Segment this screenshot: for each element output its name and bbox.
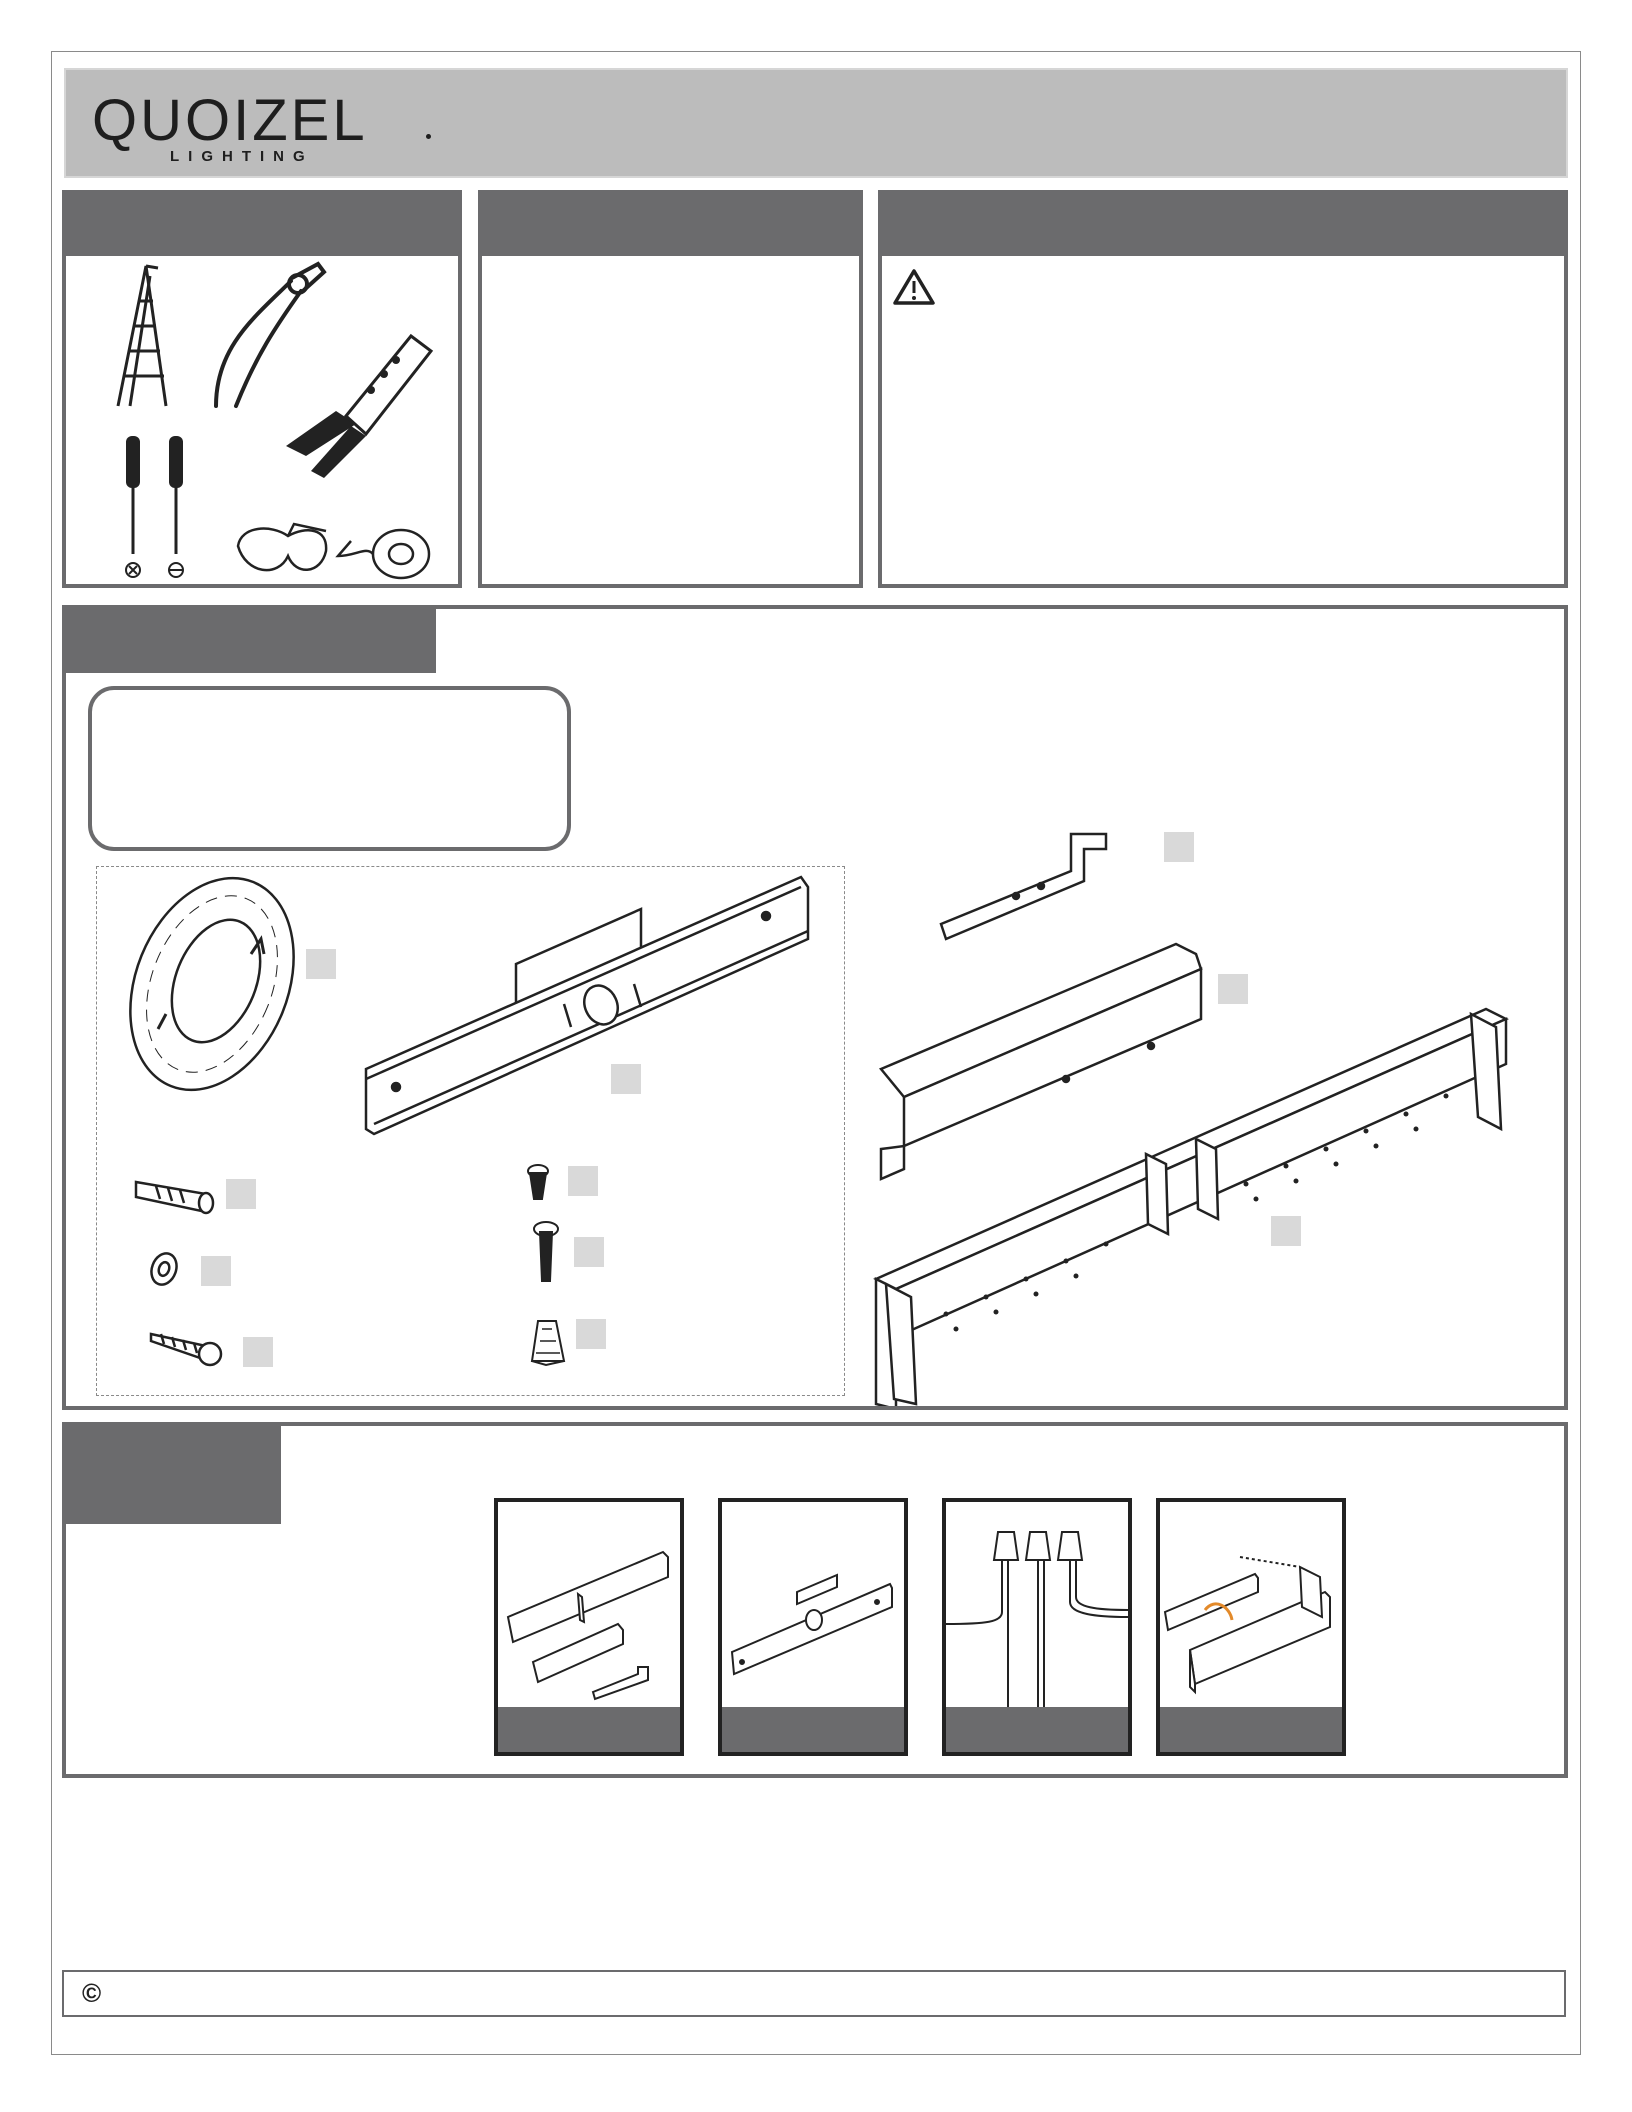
step-1-illustration — [498, 1502, 680, 1712]
header-banner — [64, 68, 1568, 178]
step-3-bar — [946, 1707, 1128, 1752]
parts-illustration — [66, 609, 1564, 1406]
part-callout-f — [568, 1166, 598, 1196]
part-callout-k — [1271, 1216, 1301, 1246]
tools-illustration — [66, 256, 458, 586]
part-callout-e — [243, 1337, 273, 1367]
part-callout-d — [201, 1256, 231, 1286]
step-ladder-icon — [118, 266, 166, 406]
step-1-card — [494, 1498, 684, 1756]
part-callout-b — [611, 1064, 641, 1094]
step-2-illustration — [722, 1502, 904, 1712]
pliers-icon — [216, 264, 324, 406]
short-screw-icon — [528, 1165, 548, 1199]
washer-icon — [147, 1250, 180, 1288]
step-4-illustration — [1160, 1502, 1342, 1712]
channel-cover-icon — [881, 944, 1201, 1179]
step-2-card — [718, 1498, 908, 1756]
part-callout-j — [1218, 974, 1248, 1004]
flathead-screwdriver-icon — [169, 436, 183, 577]
box-contents-section — [478, 190, 863, 588]
tools-section — [62, 190, 462, 588]
step-4-card — [1156, 1498, 1346, 1756]
wood-screw-icon — [151, 1334, 221, 1365]
machine-screw-icon — [534, 1222, 558, 1281]
brand-logo: QUOIZEL — [92, 88, 368, 153]
mounting-bracket-icon — [366, 877, 808, 1134]
box-contents-heading-bar — [482, 194, 859, 256]
step-3-illustration — [946, 1502, 1128, 1712]
footer-bar — [62, 1970, 1566, 2017]
parts-section — [62, 605, 1568, 1410]
brand-tagline: LIGHTING — [170, 148, 314, 165]
warning-triangle-icon — [892, 268, 936, 306]
safety-section — [878, 190, 1568, 588]
step-3-card — [942, 1498, 1132, 1756]
tools-heading-bar — [66, 194, 458, 256]
wire-nut-icon — [532, 1321, 564, 1365]
safety-heading-bar — [882, 194, 1564, 256]
steps-section — [62, 1422, 1568, 1778]
part-callout-c — [226, 1179, 256, 1209]
part-callout-h — [576, 1319, 606, 1349]
part-callout-g — [574, 1237, 604, 1267]
step-4-bar — [1160, 1707, 1342, 1752]
electrical-tape-icon — [338, 530, 429, 578]
part-callout-a — [306, 949, 336, 979]
phillips-screwdriver-icon — [126, 436, 140, 577]
wall-anchor-icon — [136, 1182, 213, 1213]
wire-stripper-icon — [286, 336, 431, 478]
step-1-bar — [498, 1707, 680, 1752]
steps-heading-bar — [66, 1426, 281, 1524]
copyright-symbol: © — [82, 1978, 102, 2008]
logo-trademark-dot — [426, 134, 431, 139]
round-mounting-plate-icon — [100, 854, 323, 1115]
l-arm-icon — [941, 834, 1106, 939]
part-callout-i — [1164, 832, 1194, 862]
step-2-bar — [722, 1707, 904, 1752]
safety-glasses-icon — [238, 524, 326, 570]
